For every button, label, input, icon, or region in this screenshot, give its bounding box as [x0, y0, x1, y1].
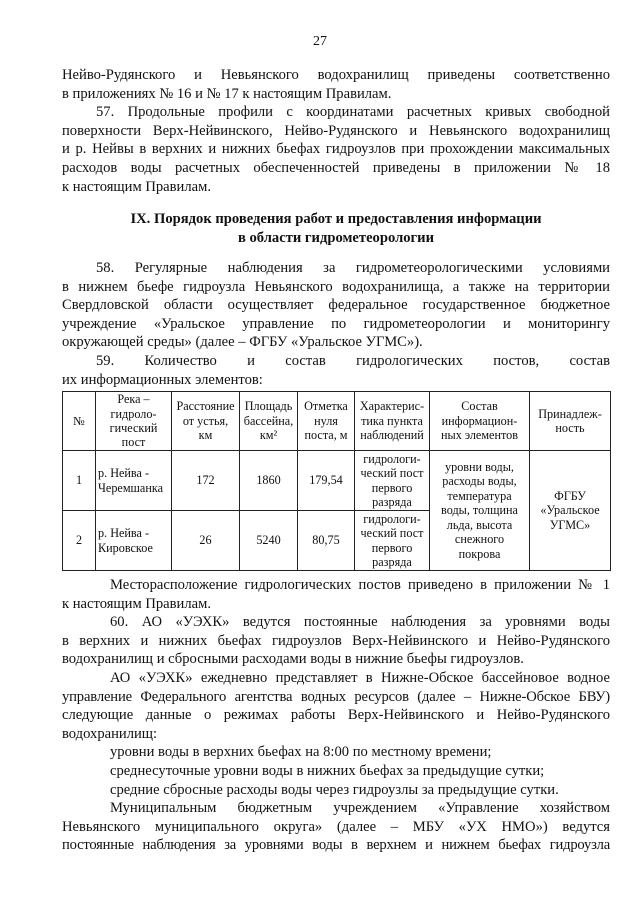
p57-line-1: 57. Продольные профили с координатами расчетных кривых свободной: [96, 104, 610, 121]
paragraph-uehk-report: [62, 669, 610, 743]
after-table-line-2: к настоящим Правилам.: [62, 595, 212, 612]
bottom-text-block: [62, 576, 610, 855]
list-item: уровни воды в верхних бьефах на 8:00 по местному времени;: [110, 744, 492, 761]
header-num: №: [63, 392, 96, 451]
after-table-line-1: Месторасположение гидрологических постов приведено в приложении № 1: [110, 577, 610, 593]
p58-line-4: учреждение «Уральское управление по гидрометеорологии и мониторингу: [62, 315, 610, 332]
section-heading: [62, 210, 610, 247]
p58-line-3: Свердловской области осуществляет федеральное государственное бюджетное: [62, 297, 610, 314]
intro-line-2: в приложениях № 16 и № 17 к настоящим Правилам.: [62, 85, 392, 102]
table-row: [63, 451, 611, 511]
p60-line-2: в верхних и нижних бьефах гидроузлов Верх-Нейвинского и Нейво-Рудянского: [62, 632, 610, 649]
row-2-character: гидрологи- ческий пост первого разряда: [355, 511, 430, 571]
table-header-row: [63, 392, 611, 451]
p57-line-4: расходов воды расчетных обеспеченностей приведены в приложении № 18: [62, 159, 610, 176]
row-1-area: 1860: [240, 451, 298, 511]
page-number: 27: [313, 34, 327, 49]
p57-line-5: к настоящим Правилам.: [62, 178, 212, 195]
p59-line-2: их информационных элементов:: [62, 371, 263, 388]
header-distance: Расстояние от устья, км: [172, 392, 240, 451]
row-2-zero-mark: 80,75: [298, 511, 355, 571]
municipal-line-3: постоянные наблюдения за уровнями воды в верхнем и нижнем бьефах гидроузла: [62, 837, 610, 854]
paragraph-57: [62, 103, 610, 196]
uehk-line-1: АО «УЭХК» ежедневно представляет в Нижне-Обское бассейновое водное: [110, 669, 610, 686]
paragraph-60: [62, 613, 610, 669]
intro-line-1: Нейво-Рудянского и Невьянского водохранилищ приведены соответственно: [62, 67, 610, 83]
p60-line-1: 60. АО «УЭХК» ведутся постоянные наблюдения за уровнями воды: [110, 614, 610, 631]
report-data-list: [62, 743, 610, 799]
hydrological-posts-table: [62, 391, 611, 571]
row-1-zero-mark: 179,54: [298, 451, 355, 511]
row-2-river: р. Нейва - Кировское: [96, 511, 172, 571]
p58-line-2: в нижнем бьефе гидроузла Невьянского водохранилища, а также на территории: [62, 278, 610, 295]
p58-line-1: 58. Регулярные наблюдения за гидрометеорологическими условиями: [96, 260, 610, 276]
row-1-num: 1: [63, 451, 96, 511]
header-area: Площадь бассейна, км²: [240, 392, 298, 451]
list-item: среднесуточные уровни воды в нижних бьефах за предыдущие сутки;: [110, 762, 545, 779]
shared-owner-cell: ФГБУ «Уральское УГМС»: [530, 451, 611, 571]
p57-line-2: поверхности Верх-Нейвинского, Нейво-Рудянского и Невьянского водохранилищ: [62, 122, 610, 139]
header-owner: Принадлеж- ность: [530, 392, 611, 451]
row-1-character: гидрологи- ческий пост первого разряда: [355, 451, 430, 511]
top-text-block: [62, 66, 610, 196]
row-1-river: р. Нейва - Черемшанка: [96, 451, 172, 511]
uehk-line-4: водохранилищ:: [62, 725, 158, 742]
municipal-line-1: Муниципальным бюджетным учреждением «Управление хозяйством: [110, 800, 610, 817]
header-zero-mark: Отметка нуля поста, м: [298, 392, 355, 451]
row-2-area: 5240: [240, 511, 298, 571]
p58-line-5: окружающей среды» (далее – ФГБУ «Уральское УГМС»).: [62, 334, 423, 351]
section-heading-line-2: в области гидрометеорологии: [237, 229, 434, 246]
p60-line-3: водохранилищ и сбросными расходами воды в нижние бьефы гидроузлов.: [62, 651, 524, 668]
municipal-line-2: Невьянского муниципального округа» (далее – МБУ «УХ НМО») ведутся: [62, 818, 610, 835]
row-2-num: 2: [63, 511, 96, 571]
paragraph-municipal: [62, 799, 610, 855]
row-1-distance: 172: [172, 451, 240, 511]
p59-line-1: 59. Количество и состав гидрологических постов, состав: [96, 352, 610, 369]
uehk-line-3: следующие данные о режимах работы Верх-Нейвинского и Нейво-Рудянского: [62, 707, 610, 724]
header-elements: Состав информацион- ных элементов: [430, 392, 530, 451]
header-character: Характерис- тика пункта наблюдений: [355, 392, 430, 451]
header-river: Река – гидроло- гический пост: [96, 392, 172, 451]
section-heading-line-1: IX. Порядок проведения работ и предоставления информации: [130, 211, 542, 227]
list-item: средние сбросные расходы воды через гидроузлы за предыдущие сутки.: [110, 781, 559, 798]
p57-line-3: и р. Нейвы в верхних и нижних бьефах гидроузлов при прохождении максимальных: [62, 141, 610, 158]
uehk-line-2: управление Федерального агентства водных ресурсов (далее – Нижне-Обское БВУ): [62, 688, 610, 705]
paragraphs-58-59: [62, 259, 610, 389]
row-2-distance: 26: [172, 511, 240, 571]
shared-elements-cell: уровни воды, расходы воды, температура воды, толщина льда, высота снежного покрова: [430, 451, 530, 571]
